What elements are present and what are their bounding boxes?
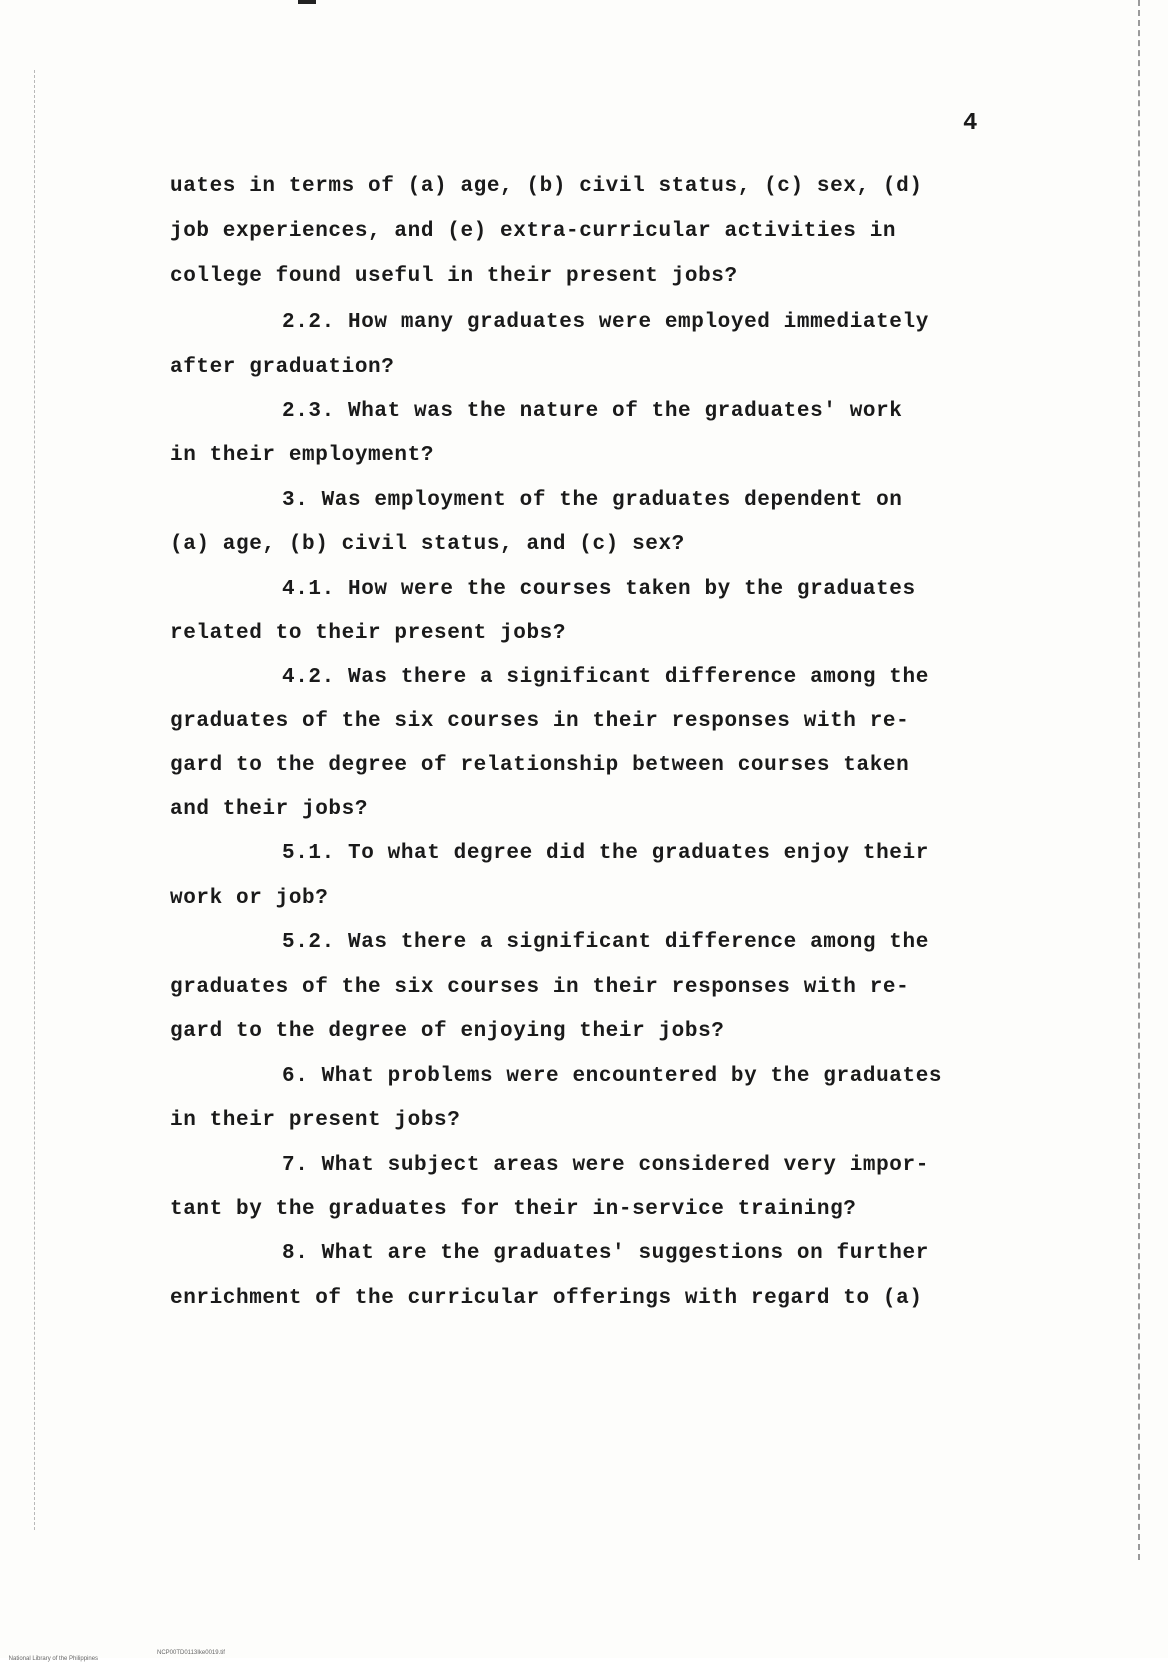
text-line: college found useful in their present jobs? (170, 265, 738, 288)
text-line: 4.1. How were the courses taken by the graduates (282, 578, 916, 601)
footer-library: National Library of the Philippines (8, 1656, 99, 1662)
text-line: gard to the degree of enjoying their jobs? (170, 1020, 725, 1043)
text-line: 5.2. Was there a significant difference among the (282, 931, 929, 954)
text-line: graduates of the six courses in their responses with re- (170, 976, 910, 999)
text-line: uates in terms of (a) age, (b) civil status, (c) sex, (d) (170, 175, 923, 198)
scan-edge-right (1138, 0, 1140, 1560)
text-line: (a) age, (b) civil status, and (c) sex? (170, 533, 685, 556)
scan-edge-left (34, 70, 35, 1530)
text-line: graduates of the six courses in their responses with re- (170, 710, 910, 733)
text-line: related to their present jobs? (170, 622, 567, 645)
text-line: after graduation? (170, 356, 395, 379)
footer-filename: NCP00TD0113Ike0019.tif (157, 1650, 225, 1656)
text-line: and their jobs? (170, 798, 369, 821)
page-number: 4 (963, 110, 978, 137)
text-line: 3. Was employment of the graduates dependent on (282, 489, 903, 512)
text-line: in their present jobs? (170, 1109, 461, 1132)
scan-footer (2, 1650, 225, 1674)
text-line: in their employment? (170, 444, 435, 467)
text-line: 2.3. What was the nature of the graduates' work (282, 400, 903, 423)
text-line: 8. What are the graduates' suggestions on further (282, 1242, 929, 1265)
text-line: 2.2. How many graduates were employed immediately (282, 311, 929, 334)
text-line: 4.2. Was there a significant difference among the (282, 666, 929, 689)
text-line: 7. What subject areas were considered very impor- (282, 1154, 929, 1177)
text-line: 5.1. To what degree did the graduates enjoy their (282, 842, 929, 865)
text-line: 6. What problems were encountered by the graduates (282, 1065, 943, 1088)
text-line: gard to the degree of relationship between courses taken (170, 754, 910, 777)
text-line: tant by the graduates for their in-service training? (170, 1198, 857, 1221)
scan-mark (298, 0, 316, 4)
text-line: work or job? (170, 887, 329, 910)
text-line: enrichment of the curricular offerings with regard to (a) (170, 1287, 923, 1310)
text-line: job experiences, and (e) extra-curricular activities in (170, 220, 897, 243)
